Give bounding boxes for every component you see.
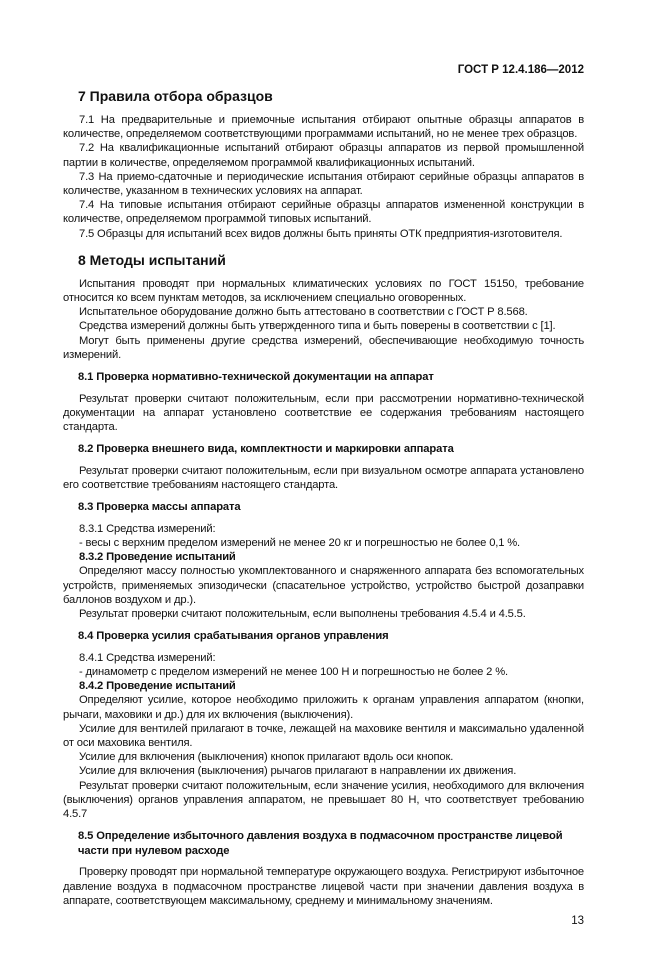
paragraph: Результат проверки считают положительным, если выполнены требования 4.5.4 и 4.5.5. [79, 608, 526, 621]
section-8-heading: 8 Методы испытаний [78, 251, 226, 268]
paragraph: Определяют массу полностью укомплектованного и снаряженного аппарата без вспомогательных устройств, применяемых эпизодически (спасательное устройство, устройство быстрой дозаправки баллонов воздухом и др.). [63, 565, 584, 606]
paragraph: - весы с верхним пределом измерений не менее 20 кг и погрешностью не более 0,1 %. [79, 537, 521, 550]
section-8-5-body [63, 865, 584, 908]
section-8-3-heading: 8.3 Проверка массы аппарата [78, 501, 241, 514]
paragraph: Усилие для вентилей прилагают в точке, лежащей на маховике вентиля и максимально удаленной от оси маховика вентиля. [63, 722, 584, 750]
paragraph: Результат проверки считают положительным, если при рассмотрении нормативно-технической документации на аппарат установлено соответствие ее содержания требованиям настоящего стандарта. [63, 392, 584, 434]
paragraph: 7.5 Образцы для испытаний всех видов должны быть приняты ОТК предприятия-изготовителя. [79, 227, 563, 240]
section-8-body [63, 277, 584, 362]
paragraph: Средства измерений должны быть утвержденного типа и быть поверены в соответствии с [1]. [79, 320, 556, 333]
subheading: 8.4.2 Проведение испытаний [79, 680, 236, 693]
document-header: ГОСТ Р 12.4.186—2012 [457, 64, 584, 76]
paragraph: Испытательное оборудование должно быть аттестовано в соответствии с ГОСТ Р 8.568. [79, 306, 528, 319]
section-8-4-heading: 8.4 Проверка усилия срабатывания органов управления [78, 630, 389, 643]
paragraph: Испытания проводят при нормальных климатических условиях по ГОСТ 15150, требование относится ко всем пунктам методов, за исключением специально оговоренных. [63, 277, 584, 305]
paragraph: Результат проверки считают положительным, если при визуальном осмотре аппарата установлено его соответствие требованиям настоящего стандарта. [63, 464, 584, 492]
paragraph: Определяют усилие, которое необходимо приложить к органам управления аппаратом (кнопки, рычаги, маховики и др.) для их включения (выключения). [63, 694, 584, 721]
paragraph: 8.4.1 Средства измерений: [79, 651, 216, 664]
paragraph: Результат проверки считают положительным, если значение усилия, необходимого для включения (выключения) органов управления аппаратом, не превышает 80 Н, что соответствует требованию 4.5.7 [63, 779, 584, 821]
section-8-2-heading: 8.2 Проверка внешнего вида, комплектности и маркировки аппарата [78, 443, 454, 456]
section-7-heading: 7 Правила отбора образцов [78, 88, 273, 104]
paragraph: - динамометр с пределом измерений не менее 100 Н и погрешностью не более 2 %. [79, 666, 508, 679]
paragraph: 7.3 На приемо-сдаточные и периодические испытания отбирают серийные образцы аппаратов в количестве, указанном в технических условиях на аппарат. [63, 170, 584, 198]
paragraph: Усилие для включения (выключения) кнопок прилагают вдоль оси кнопок. [79, 751, 454, 764]
section-8-2-body [63, 464, 584, 492]
page-number: 13 [571, 915, 584, 928]
section-8-1-body [63, 392, 584, 435]
paragraph: Проверку проводят при нормальной температуре окружающего воздуха. Регистрируют избыточное давление воздуха в подмасочном пространстве лицевой части при значении давления воздуха в аппарате, соответствующем максимальному, среднему и минимальному значениям. [63, 866, 584, 907]
section-8-3-body [63, 522, 584, 621]
paragraph: 8.3.1 Средства измерений: [79, 522, 216, 535]
paragraph: Усилие для включения (выключения) рычагов прилагают в направлении их движения. [79, 765, 517, 778]
section-8-5-heading: 8.5 Определение избыточного давления воздуха в подмасочном пространстве лицевой части при нулевом расходе [78, 830, 563, 857]
section-8-4-body [63, 651, 584, 821]
section-7-body [63, 113, 584, 241]
paragraph: 7.1 На предварительные и приемочные испытания отбирают опытные образцы аппаратов в количестве, определяемом соответствующими программами испытаний, но не менее трех образцов. [63, 114, 584, 141]
paragraph: 7.4 На типовые испытания отбирают серийные образцы аппаратов измененной конструкции в количестве, определяемом программой типовых испытаний. [63, 199, 584, 226]
subheading: 8.3.2 Проведение испытаний [79, 551, 236, 564]
section-8-1-heading: 8.1 Проверка нормативно-технической документации на аппарат [78, 371, 434, 384]
paragraph: 7.2 На квалификационные испытаний отбирают образцы аппаратов из первой промышленной партии в количестве, определяемом программой квалификационных испытаний. [63, 142, 584, 169]
paragraph: Могут быть применены другие средства измерений, обеспечивающие необходимую точность измерений. [63, 334, 584, 361]
